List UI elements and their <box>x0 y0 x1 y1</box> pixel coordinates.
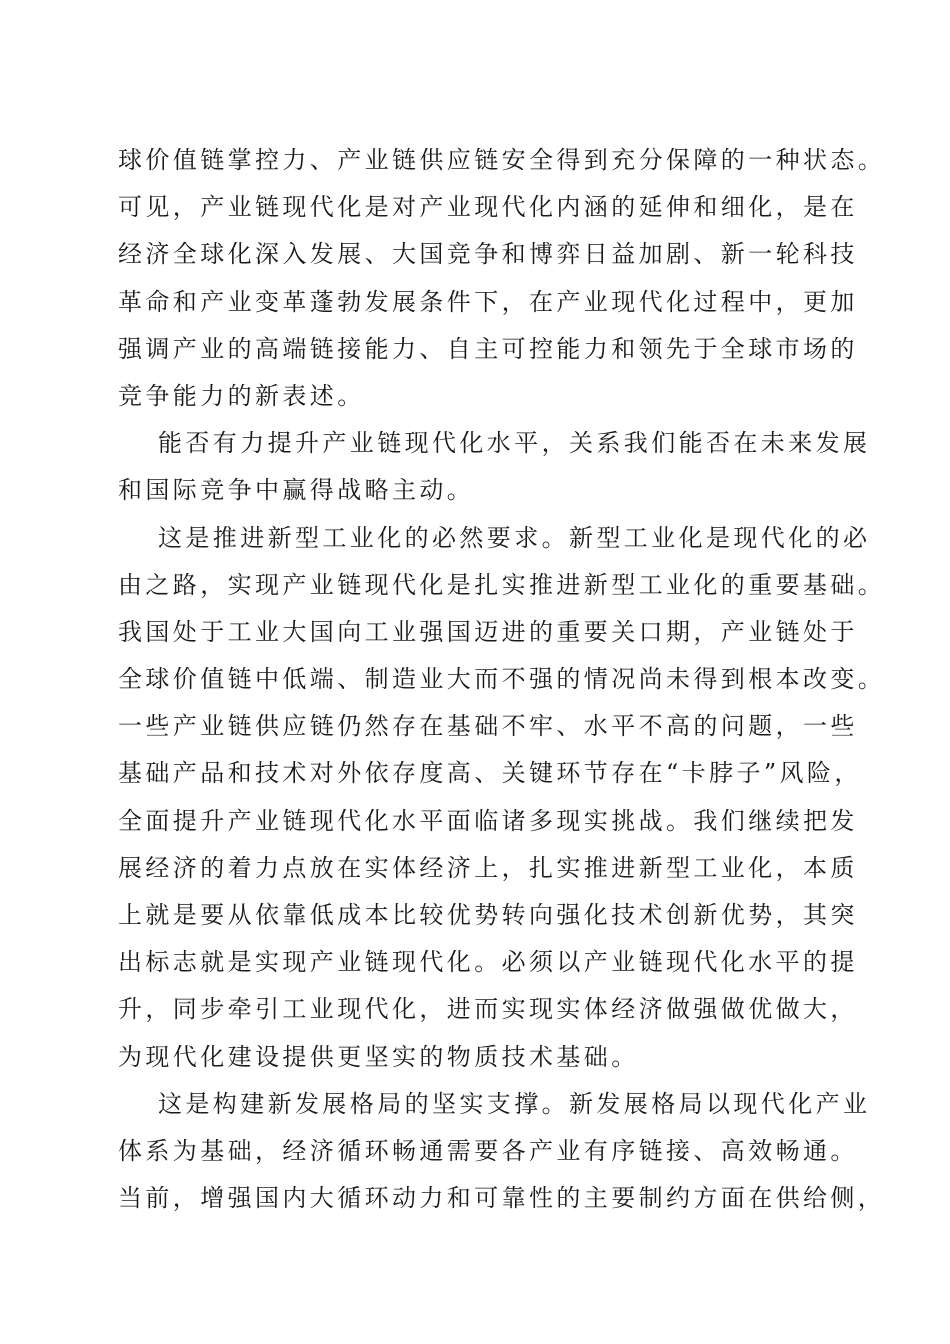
text-line: 展经济的着力点放在实体经济上，扎实推进新型工业化，本质 <box>118 853 858 882</box>
text-line: 上就是要从依靠低成本比较优势转向强化技术创新优势，其突 <box>118 901 858 929</box>
text-line: 当前，增强国内大循环动力和可靠性的主要制约方面在供给侧， <box>118 1184 886 1213</box>
document-body <box>118 137 886 1222</box>
text-line: 可见，产业链现代化是对产业现代化内涵的延伸和细化，是在 <box>118 193 858 222</box>
text-line: 我国处于工业大国向工业强国迈进的重要关口期，产业链处于 <box>118 617 858 646</box>
text-line: 基础产品和技术对外依存度高、关键环节存在“卡脖子”风险， <box>118 759 862 788</box>
text-line: 升，同步牵引工业现代化，进而实现实体经济做强做优做大， <box>118 995 858 1024</box>
text-line: 球价值链掌控力、产业链供应链安全得到充分保障的一种状态。 <box>118 146 886 174</box>
text-line: 经济全球化深入发展、大国竞争和博弈日益加剧、新一轮科技 <box>118 240 858 269</box>
text-line: 革命和产业变革蓬勃发展条件下，在产业现代化过程中，更加 <box>118 287 858 316</box>
text-line: 出标志就是实现产业链现代化。必须以产业链现代化水平的提 <box>118 948 858 977</box>
text-line: 体系为基础，经济循环畅通需要各产业有序链接、高效畅通。 <box>118 1136 858 1165</box>
text-line: 强调产业的高端链接能力、自主可控能力和领先于全球市场的 <box>118 334 858 363</box>
text-line: 为现代化建设提供更坚实的物质技术基础。 <box>118 1042 639 1071</box>
text-line: 由之路，实现产业链现代化是扎实推进新型工业化的重要基础。 <box>118 570 886 599</box>
text-line: 全球价值链中低端、制造业大而不强的情况尚未得到根本改变。 <box>118 665 886 694</box>
text-line: 和国际竞争中赢得战略主动。 <box>118 476 475 505</box>
paragraph-start-line: 能否有力提升产业链现代化水平，关系我们能否在未来发展 <box>158 429 871 458</box>
paragraph-start-line: 这是推进新型工业化的必然要求。新型工业化是现代化的必 <box>158 523 871 552</box>
text-line: 一些产业链供应链仍然存在基础不牢、水平不高的问题，一些 <box>118 712 858 741</box>
paragraph-start-line: 这是构建新发展格局的坚实支撑。新发展格局以现代化产业 <box>158 1089 871 1118</box>
text-line: 全面提升产业链现代化水平面临诸多现实挑战。我们继续把发 <box>118 806 858 835</box>
text-line: 竞争能力的新表述。 <box>118 381 365 410</box>
